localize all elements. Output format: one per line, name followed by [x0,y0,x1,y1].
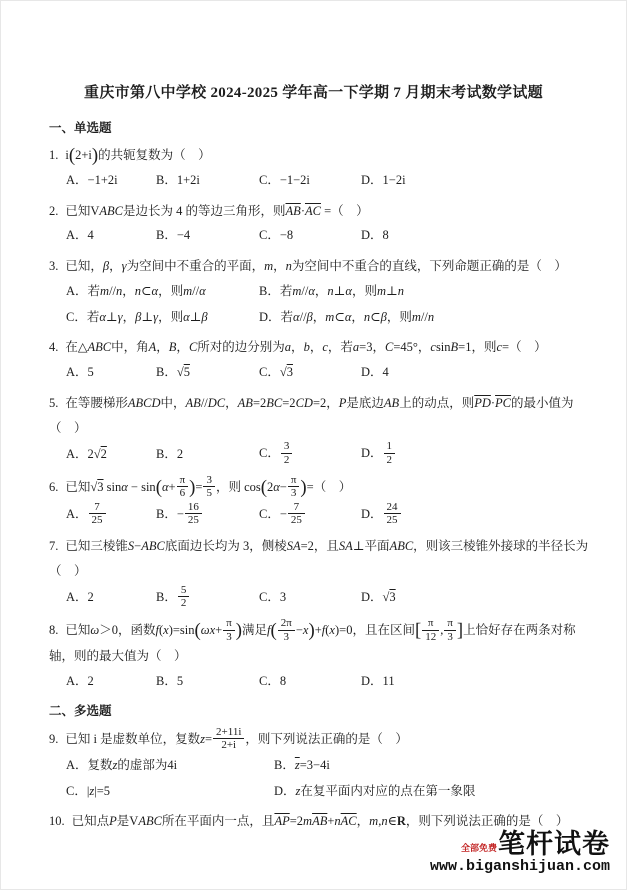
question-3-text: 已知，β，γ为空间中不重合的平面，m，n为空间中不重合的直线，下列命题正确的是（ ） [65,259,567,273]
question-5-option-c: C． $\frac{3}{2}$ [259,441,361,467]
question-8-number: 8. [49,622,59,637]
question-8-option-c: C．8 [259,673,287,688]
question-4-text: 在△ABC中，角A，B，C所对的边分别为a，b，c，若a=3，C=45°，csinB=1，则c=（ ） [65,340,547,355]
question-5-option-b: B．2 [156,446,184,461]
question-7-stem [49,535,598,559]
question-7-options [49,585,598,611]
question-9-option-b: B．$\overline{z}=3-4i$ [274,757,330,772]
question-7-option-c: C．3 [259,589,287,604]
question-4-number: 4. [49,340,59,355]
question-6-option-c: C．− $\frac{7}{25}$ [259,502,361,528]
question-2-option-d: D．8 [361,228,389,243]
question-3-options-row-1 [49,280,598,304]
question-3-option-c: C．若α⊥γ，β⊥γ，则α⊥β [66,309,208,324]
question-4-option-a: A．5 [66,365,94,379]
watermark [430,830,610,875]
question-5 [49,392,598,468]
question-8-text: 已知ω＞0，函数f(x)=sin(ωx+ $\frac{\pi}{3}$ )满足f( $\frac{2\pi}{3}$ −x)+f(x)=0，且在区间[ $\frac{\pi}{12}$ , $\frac{\pi}{3}$ ]上恰好存在两条对称 [65,616,576,643]
section-header-multi-choice: 二、多选题 [49,703,112,718]
question-5-number: 5. [49,395,59,410]
question-5-option-d: D． $\frac{1}{2}$ [361,441,598,467]
question-9-option-c: C．|z|=5 [66,783,111,798]
question-8-stem-line-2: 轴，则的最大值为（ ） [49,649,187,664]
question-7-option-a: A．2 [66,589,94,604]
question-2-text: 已知VABC是边长为 4 的等边三角形，则$\overline{AB}\cdot\overline{AC}$ =（ ） [65,203,369,218]
question-9-number: 9. [49,731,59,746]
question-5-option-a: A．2√2 [66,446,107,461]
question-2-option-a: A．4 [66,228,94,243]
question-5-stem [49,392,598,416]
question-9-options-row-1 [49,754,598,778]
question-3-options-row-2 [49,306,598,330]
question-4-stem [49,336,598,360]
question-1-options [49,169,598,193]
question-7-blank: （ ） [49,563,87,578]
page-title: 重庆市第八中学校 2024-2025 学年高一下学期 7 月期末考试数学试题 [84,85,543,101]
question-2-stem [49,200,598,224]
question-6-text: 已知√3 sinα − sin(α+ $\frac{\pi}{6}$ )= $\frac{3}{5}$ ，则 cos(2α− $\frac{\pi}{3}$ )=（ ） [65,473,352,500]
question-8-stem [49,618,598,644]
question-1-number: 1. [49,148,59,162]
question-1-option-d: D．1−2i [361,172,406,187]
question-2-options [49,224,598,248]
question-4-option-d: D．4 [361,365,389,379]
question-5-text: 在等腰梯形ABCD中，AB//DC，AB=2BC=2CD=2，P是底边AB上的动点，则$\overline{PD}\cdot\overline{PC}$的最小值为 [65,395,574,410]
question-1-text: i(2+i)的共轭复数为（ ） [65,144,211,166]
question-6-option-d: D． $\frac{24}{25}$ [361,502,598,528]
question-3-number: 3. [49,259,59,273]
question-6 [49,475,598,529]
watermark-brand: 笔杆试卷 [498,828,610,859]
question-5-blank: （ ） [49,420,87,435]
question-4-option-b: B．√5 [156,365,190,379]
question-3 [49,255,598,329]
question-8-option-d: D．11 [361,673,395,688]
question-9-option-d: D．z在复平面内对应的点在第一象限 [274,783,476,798]
question-7-number: 7. [49,539,59,554]
watermark-free-tag: 全部免费 [460,843,497,853]
section-header-single-choice: 一、单选题 [49,121,112,135]
question-1 [49,144,598,193]
question-6-options [49,502,598,528]
question-10-number: 10. [49,814,65,829]
question-2-option-c: C．−8 [259,228,294,243]
question-8-option-a: A．2 [66,673,94,688]
question-2-option-b: B．−4 [156,228,191,243]
question-6-number: 6. [49,479,59,494]
question-6-stem [49,475,598,501]
question-9 [49,727,598,804]
question-9-stem [49,727,598,753]
question-1-option-b: B．1+2i [156,172,200,187]
question-7 [49,535,598,611]
question-6-option-a: A． $\frac{7}{25}$ [66,502,156,528]
question-1-option-c: C．−1−2i [259,172,310,187]
question-9-options-row-2 [49,780,598,804]
question-2-number: 2. [49,203,59,218]
question-8-option-b: B．5 [156,673,184,688]
question-3-option-d: D．若α//β，m⊂α，n⊂β，则m//n [259,309,435,324]
question-7-text: 已知三棱锥S−ABC底面边长均为 3，侧棱SA=2，且SA⊥平面ABC，则该三棱锥外接球的半径长为 [65,539,589,554]
question-5-options [49,441,598,467]
question-7-option-b: B． $\frac{5}{2}$ [156,585,259,611]
question-1-stem [49,144,598,168]
question-3-option-b: B．若m//α，n⊥α，则m⊥n [259,283,405,298]
question-6-option-b: B．− $\frac{16}{25}$ [156,502,259,528]
question-3-stem [49,255,598,279]
question-9-text: 已知 i 是虚数单位，复数z= $\frac{2+11i}{2+i}$ ，则下列说法正确的是（ ） [65,725,408,752]
watermark-top [430,830,610,858]
question-1-option-a: A．−1+2i [66,172,118,187]
question-4 [49,336,598,385]
question-4-options [49,361,598,385]
question-3-option-a: A．若m//n，n⊂α，则m//α [66,283,206,298]
watermark-url: www.biganshijuan.com [429,858,610,875]
question-8-options [49,670,598,694]
question-8 [49,618,598,694]
question-7-option-d: D．√3 [361,589,396,604]
question-9-option-a: A．复数z的虚部为4i [66,757,178,772]
question-4-option-c: C．√3 [259,365,293,379]
question-10-text: 已知点P是VABC所在平面内一点，且$\overline{AP}=2m\overline{AB}+n\overline{AC}$，m,n∈R，则下列说法正确的是（ ） [71,814,569,829]
question-2 [49,200,598,249]
